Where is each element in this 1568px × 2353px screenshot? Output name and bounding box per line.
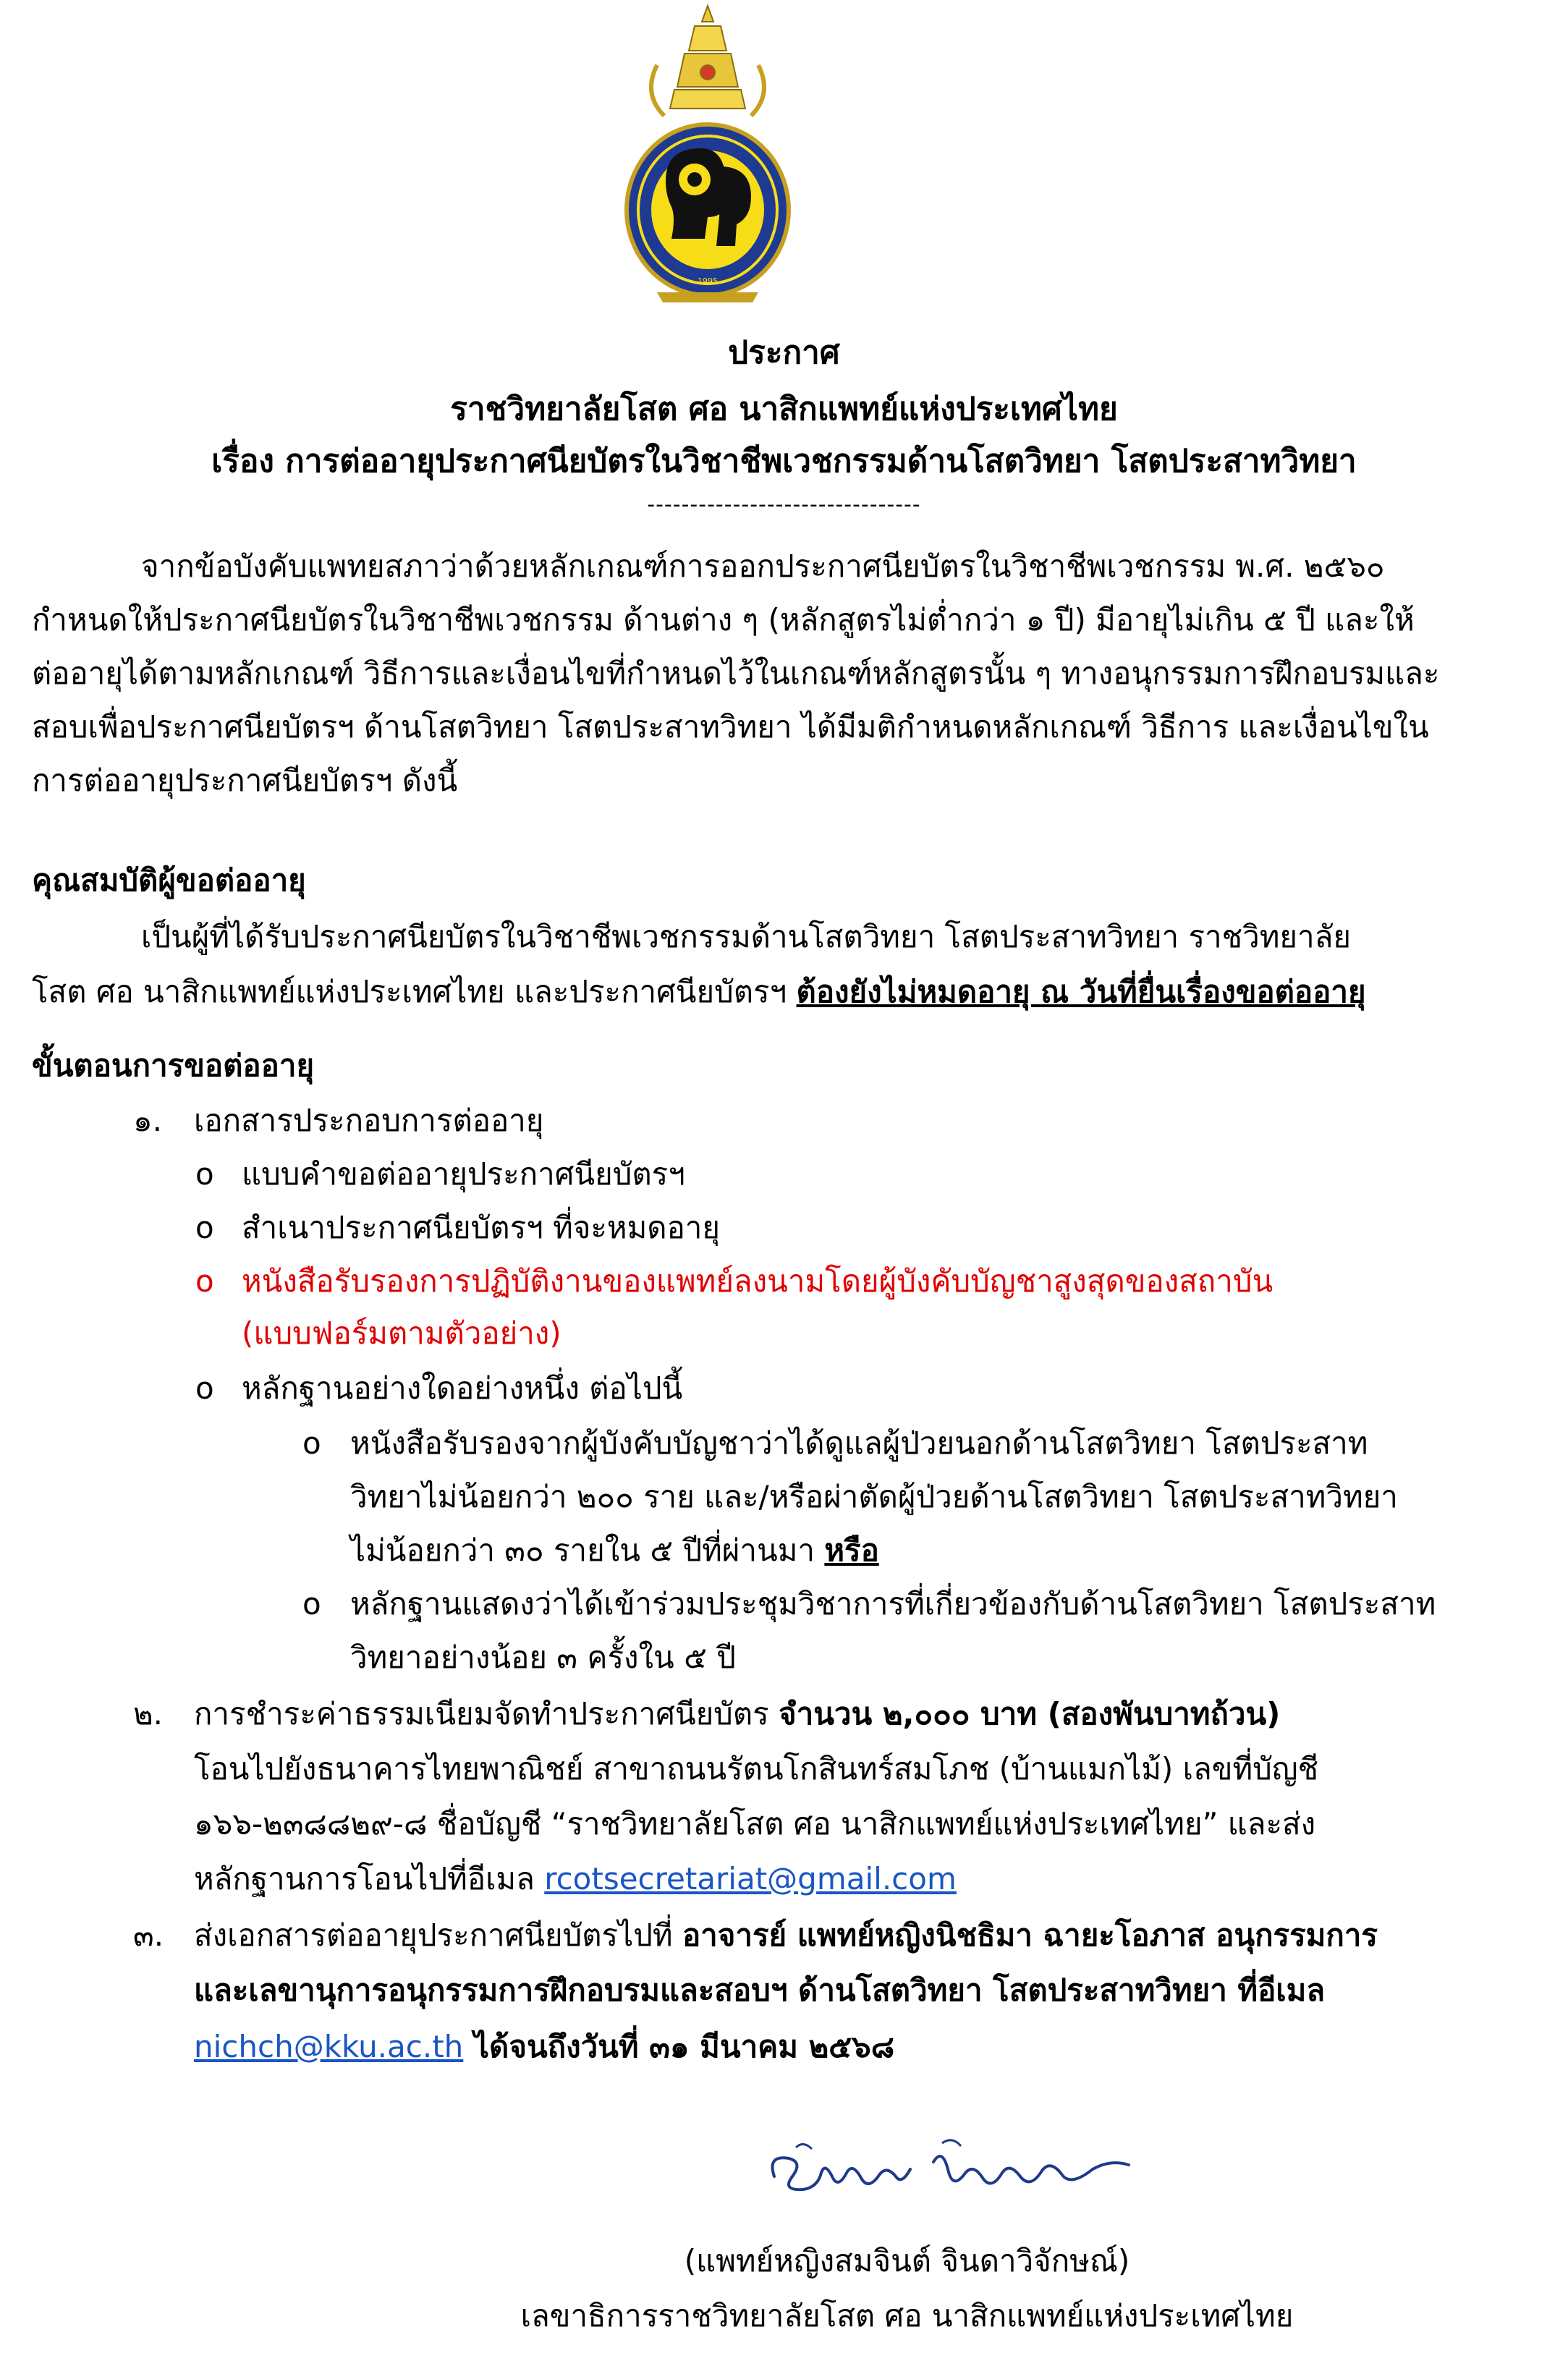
list-item-text: แบบคำขอต่ออายุประกาศนียบัตรฯ [242,1156,685,1192]
header-divider: -------------------------------- [647,492,921,517]
bullet-icon: o [195,1370,214,1406]
intro-line: ต่ออายุได้ตามหลักเกณฑ์ วิธีการและเงื่อนไขที่กำหนดไว้ในเกณฑ์หลักสูตรนั้น ๆ ทางอนุกรรมการฝึกอบรมและ [32,656,1440,691]
crown-icon [651,6,764,116]
bullet-icon: o [195,1156,214,1192]
list-item-text-continued: (แบบฟอร์มตามตัวอย่าง) [242,1315,561,1351]
sub-list-item [302,1586,1436,1621]
recipient-role: และเลขานุการอนุกรรมการฝึกอบรมและสอบฯ ด้านโสตวิทยา โสตประสาทวิทยา ที่อีเมล [194,1972,1326,2008]
qualification-heading: คุณสมบัติผู้ขอต่ออายุ [32,862,306,898]
procedure-heading: ขั้นตอนการขอต่ออายุ [32,1048,315,1083]
sub-list-item-text-continued: วิทยาไม่น้อยกว่า ๒๐๐ ราย และ/หรือผ่าตัดผู้ป่วยด้านโสตวิทยา โสตประสาทวิทยา [350,1479,1398,1514]
qualification-line: เป็นผู้ที่ได้รับประกาศนียบัตรในวิชาชีพเวชกรรมด้านโสตวิทยา โสตประสาทวิทยา ราชวิทยาลัย [141,919,1351,954]
item-number: ๑. [133,1103,163,1138]
account-details: ๑๖๖-๒๓๘๘๒๙-๘ ชื่อบัญชี “ราชวิทยาลัยโสต ศอ นาสิกแพทย์แห่งประเทศไทย” และส่ง [194,1806,1316,1841]
signatory-name: (แพทย์หญิงสมจินต์ จินดาวิจักษณ์) [684,2243,1130,2278]
sub-list-item-text-continued [350,1532,879,1568]
submission-text: ส่งเอกสารต่ออายุประกาศนียบัตรไปที่ [194,1917,682,1953]
intro-line: การต่ออายุประกาศนียบัตรฯ ดังนี้ [32,763,458,798]
intro-line: สอบเพื่อประกาศนียบัตรฯ ด้านโสตวิทยา โสตประสาทวิทยา ได้มีมติกำหนดหลักเกณฑ์ วิธีการ และเงื่อนไขใน [32,709,1429,745]
list-item [195,1370,683,1406]
sub-list-item-text: หนังสือรับรองจากผู้บังคับบัญชาว่าได้ดูแลผู้ป่วยนอกด้านโสตวิทยา โสตประสาท [350,1425,1368,1461]
secretariat-email-link[interactable]: rcotsecretariat@gmail.com [544,1861,957,1896]
recipient-name: อาจารย์ แพทย์หญิงนิชธิมา ฉายะโอภาส อนุกรรมการ [682,1917,1378,1953]
fee-line [194,1696,1281,1731]
signatory-title: เลขาธิการราชวิทยาลัยโสต ศอ นาสิกแพทย์แห่งประเทศไทย [520,2298,1294,2333]
or-connector: หรือ [824,1532,879,1568]
intro-line: จากข้อบังคับแพทยสภาว่าด้วยหลักเกณฑ์การออกประกาศนียบัตรในวิชาชีพเวชกรรม พ.ศ. ๒๕๖๐ [141,548,1385,584]
list-item-highlight [195,1263,1274,1299]
bank-details: โอนไปยังธนาคารไทยพาณิชย์ สาขาถนนรัตนโกสินทร์สมโภช (บ้านแมกไม้) เลขที่บัญชี [194,1751,1319,1786]
qualification-text: โสต ศอ นาสิกแพทย์แห่งประเทศไทย และประกาศนียบัตรฯ [32,974,797,1009]
submission-line [194,1917,1378,1953]
sub-list-item [302,1425,1368,1461]
list-item-text: หนังสือรับรองการปฏิบัติงานของแพทย์ลงนามโดยผู้บังคับบัญชาสูงสุดของสถาบัน [242,1263,1274,1299]
bullet-icon: o [302,1586,321,1621]
deadline-text: ได้จนถึงวันที่ ๓๑ มีนาคม ๒๕๖๘ [463,2029,895,2064]
documents-heading: เอกสารประกอบการต่ออายุ [194,1103,544,1138]
sub-list-item-text: หลักฐานแสดงว่าได้เข้าร่วมประชุมวิชาการที่เกี่ยวข้องกับด้านโสตวิทยา โสตประสาท [350,1586,1436,1621]
list-item [195,1156,685,1192]
announcement-label: ประกาศ [728,334,840,371]
item-number: ๒. [133,1696,164,1731]
bullet-icon: o [195,1210,214,1245]
item-number: ๓. [133,1917,164,1953]
transfer-proof-line [194,1861,957,1896]
handwritten-signature [753,2133,1143,2213]
svg-text:1995: 1995 [698,276,718,286]
fee-text: การชำระค่าธรรมเนียมจัดทำประกาศนียบัตร [194,1696,779,1731]
deadline-line [194,2029,895,2064]
list-item-text: สำเนาประกาศนียบัตรฯ ที่จะหมดอายุ [242,1210,720,1245]
announcement-subject: เรื่อง การต่ออายุประกาศนียบัตรในวิชาชีพเวชกรรมด้านโสตวิทยา โสตประสาทวิทยา [211,443,1357,480]
fee-amount: จำนวน ๒,๐๐๐ บาท (สองพันบาทถ้วน) [779,1696,1281,1731]
sub-list-item-text-continued: วิทยาอย่างน้อย ๓ ครั้งใน ๕ ปี [350,1640,736,1675]
list-item-text: หลักฐานอย่างใดอย่างหนึ่ง ต่อไปนี้ [242,1370,683,1406]
organization-name: ราชวิทยาลัยโสต ศอ นาสิกแพทย์แห่งประเทศไทย [450,391,1118,428]
list-item [195,1210,720,1245]
rcot-seal-icon [614,0,802,304]
recipient-email-link[interactable]: nichch@kku.ac.th [194,2029,464,2064]
intro-line: กำหนดให้ประกาศนียบัตรในวิชาชีพเวชกรรม ด้านต่าง ๆ (หลักสูตรไม่ต่ำกว่า ๑ ปี) มีอายุไม่เกิน ๕ ปี และให้ [32,602,1415,637]
transfer-proof-text: หลักฐานการโอนไปที่อีเมล [194,1861,545,1896]
sub-list-item-text: ไม่น้อยกว่า ๓๐ รายใน ๕ ปีที่ผ่านมา [350,1532,825,1568]
qualification-line [32,974,1366,1009]
qualification-emphasis: ต้องยังไม่หมดอายุ ณ วันที่ยื่นเรื่องขอต่ออายุ [796,974,1366,1009]
bullet-icon: o [302,1425,321,1461]
bullet-icon: o [195,1263,214,1299]
